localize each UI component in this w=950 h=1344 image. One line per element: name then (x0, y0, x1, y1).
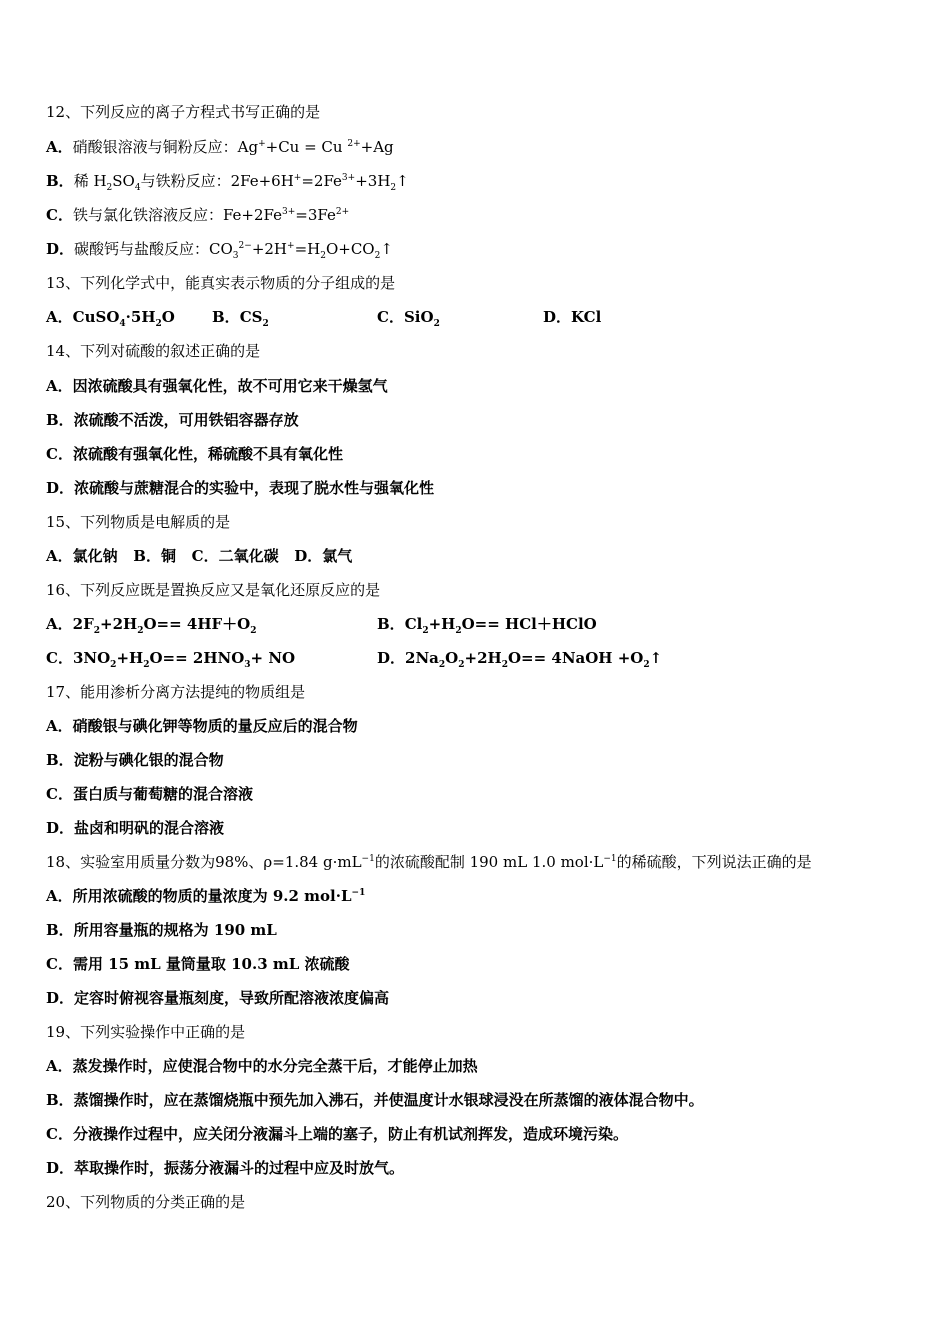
option-text: 2F (72, 615, 94, 633)
option-text: 与铁粉反应：2Fe+6H (140, 172, 294, 190)
option-text: +Cu = Cu (265, 138, 348, 156)
option-text: +2H (100, 615, 138, 633)
subscript: 2 (110, 660, 117, 670)
subscript: 3 (244, 660, 251, 670)
option-text: 稀 H (73, 172, 107, 190)
question-12-stem: 12、下列反应的离子方程式书写正确的是 (46, 103, 321, 121)
question-14-option-c: C．浓硫酸有强氧化性，稀硫酸不具有氧化性 (46, 445, 343, 463)
stem-text: 的稀硫酸，下列说法正确的是 (616, 853, 812, 871)
subscript: 2 (458, 660, 465, 670)
question-16-option-c (46, 648, 295, 668)
subscript: 2 (93, 626, 100, 636)
option-text: CS (239, 308, 263, 326)
question-13-option-d (543, 307, 601, 327)
option-text: SO (112, 172, 135, 190)
option-text: ·5H (125, 308, 156, 326)
option-letter: B． (377, 615, 405, 633)
option-text: ↑ (649, 649, 663, 667)
question-19-option-d: D．萃取操作时，振荡分液漏斗的过程中应及时放气。 (46, 1159, 405, 1177)
option-letter: A． (46, 615, 73, 633)
option-letter: A． (46, 308, 73, 326)
stem-text: 18、实验室用质量分数为98%、ρ=1.84 g·mL (46, 853, 362, 871)
question-16-option-d (377, 648, 662, 668)
question-14-option-b: B．浓硫酸不活泼，可用铁铝容器存放 (46, 411, 299, 429)
subscript: 2 (390, 183, 397, 193)
question-13-option-a (46, 307, 175, 327)
subscript: 2 (262, 319, 269, 329)
superscript: −1 (351, 888, 366, 898)
question-12-option-a (46, 137, 394, 157)
option-letter: A． (46, 138, 73, 156)
subscript: 2 (137, 626, 144, 636)
superscript: + (293, 173, 302, 183)
question-14-stem: 14、下列对硫酸的叙述正确的是 (46, 342, 261, 360)
option-letter: D． (377, 649, 406, 667)
subscript: 2 (422, 626, 429, 636)
subscript: 2 (155, 319, 162, 329)
option-text: +Ag (360, 138, 394, 156)
option-text: =2Fe (301, 172, 342, 190)
question-13-stem: 13、下列化学式中，能真实表示物质的分子组成的是 (46, 274, 396, 292)
subscript: 4 (119, 319, 126, 329)
option-text: KCl (571, 308, 602, 326)
subscript: 2 (143, 660, 150, 670)
question-17-option-a: A．硝酸银与碘化钾等物质的量反应后的混合物 (46, 717, 358, 735)
superscript: + (258, 139, 266, 149)
question-17-option-c: C．蛋白质与葡萄糖的混合溶液 (46, 785, 253, 803)
option-text: +H (116, 649, 144, 667)
question-12-option-c (46, 205, 349, 225)
option-text: O+CO (325, 240, 375, 258)
subscript: 4 (134, 183, 141, 193)
question-19-option-c: C．分液操作过程中，应关闭分液漏斗上端的塞子，防止有机试剂挥发，造成环境污染。 (46, 1125, 628, 1143)
question-17-option-d: D．盐卤和明矾的混合溶液 (46, 819, 225, 837)
subscript: 2 (433, 319, 440, 329)
option-letter: B． (46, 172, 74, 190)
question-12-option-b (46, 171, 409, 191)
subscript: 2 (374, 251, 381, 261)
question-19-option-a: A．蒸发操作时，应使混合物中的水分完全蒸干后，才能停止加热 (46, 1057, 478, 1075)
subscript: 2 (455, 626, 462, 636)
option-text: 碳酸钙与盐酸反应：CO (74, 240, 233, 258)
option-text: O== 2HNO (149, 649, 245, 667)
option-text: ↑ (396, 172, 409, 190)
subscript: 3 (232, 251, 239, 261)
superscript: 2+ (347, 139, 361, 149)
option-text: +2H (464, 649, 502, 667)
superscript: 3+ (282, 207, 296, 217)
subscript: 2 (643, 660, 650, 670)
question-16-stem: 16、下列反应既是置换反应又是氧化还原反应的是 (46, 581, 381, 599)
option-text: 铁与氯化铁溶液反应：Fe+2Fe (72, 206, 282, 224)
question-14-option-a: A．因浓硫酸具有强氧化性，故不可用它来干燥氢气 (46, 377, 388, 395)
option-text: +2H (251, 240, 288, 258)
stem-text: 的浓硫酸配制 190 mL 1.0 mol·L (374, 853, 604, 871)
question-12-option-d (46, 239, 393, 259)
option-letter: C． (377, 308, 404, 326)
question-18-option-b: B．所用容量瓶的规格为 190 mL (46, 921, 277, 939)
option-text: O== HCl＋HClO (461, 615, 597, 633)
subscript: 2 (106, 183, 113, 193)
option-text: O== 4HF＋O (143, 615, 251, 633)
option-text: + NO (250, 649, 296, 667)
subscript: 2 (501, 660, 508, 670)
option-letter: C． (46, 206, 73, 224)
question-19-stem: 19、下列实验操作中正确的是 (46, 1023, 246, 1041)
option-letter: B． (212, 308, 240, 326)
option-text: ↑ (380, 240, 393, 258)
question-14-option-d: D．浓硫酸与蔗糖混合的实验中，表现了脱水性与强氧化性 (46, 479, 435, 497)
question-20-stem: 20、下列物质的分类正确的是 (46, 1193, 246, 1211)
question-13-option-c (377, 307, 440, 327)
option-text: Cl (404, 615, 423, 633)
option-text: O (161, 308, 175, 326)
question-19-option-b: B．蒸馏操作时，应在蒸馏烧瓶中预先加入沸石，并使温度计水银球浸没在所蒸馏的液体混合物中。 (46, 1091, 704, 1109)
subscript: 2 (438, 660, 446, 670)
subscript: 2 (250, 626, 257, 636)
superscript: −1 (603, 854, 617, 864)
superscript: 3+ (341, 173, 356, 183)
option-text: =H (294, 240, 321, 258)
question-17-option-b: B．淀粉与碘化银的混合物 (46, 751, 224, 769)
question-13-option-b (212, 307, 269, 327)
question-15-stem: 15、下列物质是电解质的是 (46, 513, 231, 531)
question-18-option-a (46, 886, 365, 906)
question-18-stem (46, 852, 812, 872)
question-17-stem: 17、能用渗析分离方法提纯的物质组是 (46, 683, 306, 701)
option-text: O== 4NaOH +O (507, 649, 644, 667)
superscript: + (287, 241, 295, 251)
question-18-option-c: C．需用 15 mL 量筒量取 10.3 mL 浓硫酸 (46, 955, 350, 973)
option-text: 硝酸银溶液与铜粉反应：Ag (72, 138, 259, 156)
option-text: 3NO (72, 649, 111, 667)
option-letter: D． (543, 308, 572, 326)
superscript: −1 (361, 854, 375, 864)
question-15-options: A．氯化钠 B．铜 C．二氧化碳 D．氯气 (46, 547, 353, 565)
option-text: A．所用浓硫酸的物质的量浓度为 9.2 mol·L (46, 887, 352, 905)
option-letter: C． (46, 649, 73, 667)
superscript: 2− (238, 241, 252, 251)
option-text: SiO (403, 308, 434, 326)
option-text: +H (428, 615, 456, 633)
option-letter: D． (46, 240, 75, 258)
subscript: 2 (320, 251, 326, 261)
question-18-option-d: D．定容时俯视容量瓶刻度，导致所配溶液浓度偏高 (46, 989, 390, 1007)
question-16-option-b (377, 614, 597, 634)
question-16-option-a (46, 614, 256, 634)
option-text: +3H (355, 172, 391, 190)
option-text: 2Na (405, 649, 439, 667)
option-text: =3Fe (295, 206, 336, 224)
option-text: CuSO (72, 308, 120, 326)
superscript: 2+ (335, 207, 350, 217)
option-text: O (445, 649, 459, 667)
